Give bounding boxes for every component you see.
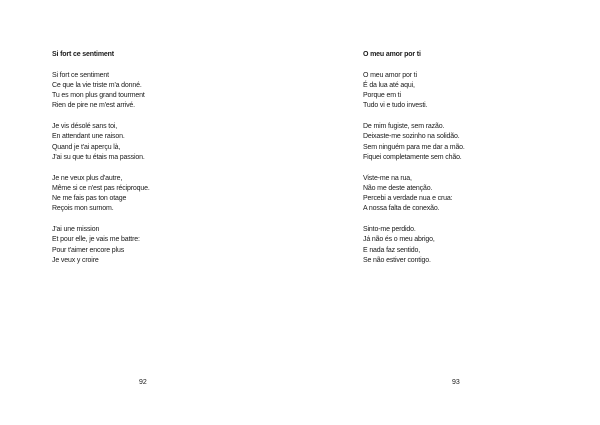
poem-line: Sinto-me perdido.: [363, 226, 416, 234]
poem-line: J'ai une mission: [52, 226, 100, 234]
poem-line: Tudo vi e tudo investi.: [363, 102, 428, 110]
poem-title: Si fort ce sentiment: [52, 51, 114, 58]
poem-line: E nada faz sentido,: [363, 246, 421, 254]
stanza: [363, 225, 465, 266]
poem-line: Je veux y croire: [52, 256, 99, 264]
poem-line: J'ai su que tu étais ma passion.: [52, 153, 145, 161]
poem-line: Sem ninguém para me dar a mão.: [363, 143, 465, 151]
poem-line: A nossa falta de conexão.: [363, 205, 440, 213]
stanza: [52, 122, 150, 163]
poem-line: Deixaste-me sozinho na solidão.: [363, 133, 460, 141]
poem-line: De mim fugiste, sem razão.: [363, 123, 445, 131]
poem-line: Ne me fais pas ton otage: [52, 195, 127, 203]
stanza: [363, 71, 465, 112]
poem-line: Et pour elle, je vais me battre:: [52, 236, 140, 244]
stanza: [52, 174, 150, 215]
poem-line: Se não estiver contigo.: [363, 256, 431, 264]
poem-title: O meu amor por ti: [363, 51, 421, 58]
poem-line: Je vis désolé sans toi,: [52, 123, 118, 131]
poem-line: Rien de pire ne m'est arrivé.: [52, 102, 135, 110]
poem-line: Ce que la vie triste m'a donné.: [52, 81, 142, 89]
poem-line: O meu amor por ti: [363, 71, 417, 79]
poem-french: [52, 50, 150, 277]
poem-line: Même si ce n'est pas réciproque.: [52, 184, 150, 192]
stanza: [52, 225, 150, 266]
poem-line: Já não és o meu abrigo,: [363, 236, 435, 244]
stanza: [52, 71, 150, 112]
poem-line: Não me deste atenção.: [363, 184, 433, 192]
right-page: [300, 0, 600, 425]
stanza: [363, 174, 465, 215]
poem-line: Je ne veux plus d'autre,: [52, 174, 123, 182]
poem-portuguese: [363, 50, 465, 277]
page-number: 93: [452, 379, 460, 386]
poem-line: Porque em ti: [363, 92, 401, 100]
stanza: [363, 122, 465, 163]
poem-line: Reçois mon surnom.: [52, 205, 114, 213]
poem-line: Si fort ce sentiment: [52, 71, 109, 79]
poem-line: Tu es mon plus grand tourment: [52, 92, 145, 100]
poem-line: En attendant une raison.: [52, 133, 125, 141]
page-number: 92: [139, 379, 147, 386]
poem-line: Percebi a verdade nua e crua:: [363, 195, 453, 203]
poem-line: É da lua até aqui,: [363, 81, 415, 89]
poem-line: Fiquei completamente sem chão.: [363, 153, 462, 161]
poem-line: Pour t'aimer encore plus: [52, 246, 125, 254]
poem-line: Quand je t'ai aperçu là,: [52, 143, 121, 151]
poem-line: Viste-me na rua,: [363, 174, 412, 182]
